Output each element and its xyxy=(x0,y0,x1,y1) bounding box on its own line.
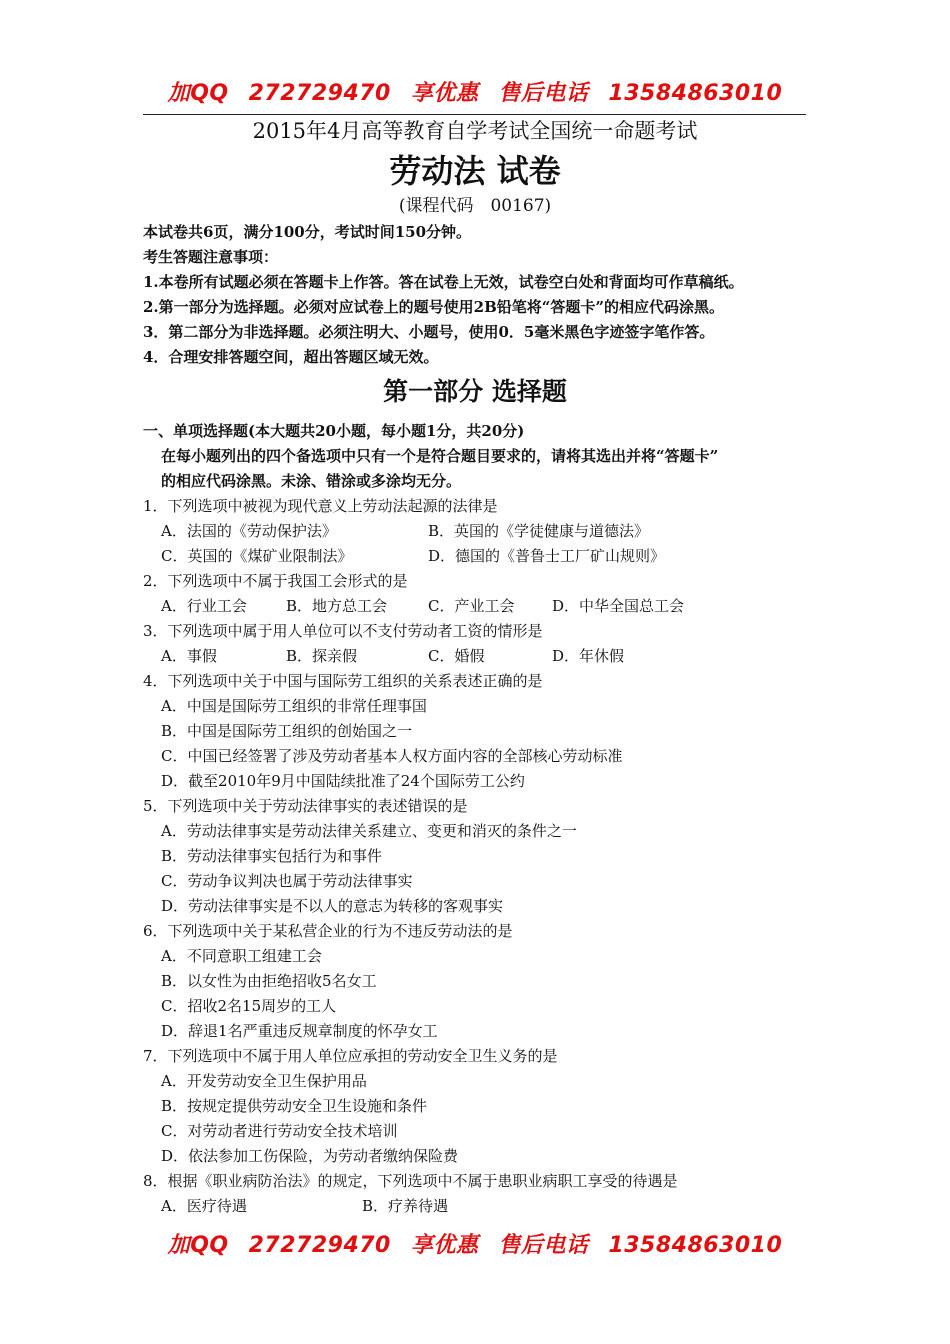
option-a: A．中国是国际劳工组织的非常任理事国 xyxy=(161,697,427,715)
question-stem: 8．根据《职业病防治法》的规定，下列选项中不属于患职业病职工享受的待遇是 xyxy=(143,1172,678,1190)
option-c: C．对劳动者进行劳动安全技术培训 xyxy=(161,1122,398,1140)
option-c: C．产业工会 xyxy=(428,597,515,615)
option-a: A．不同意职工组建工会 xyxy=(161,947,322,965)
option-d: D．德国的《普鲁士工厂矿山规则》 xyxy=(428,547,666,565)
option-b: B．劳动法律事实包括行为和事件 xyxy=(161,847,383,865)
option-d: D．劳动法律事实是不以人的意志为转移的客观事实 xyxy=(161,897,504,915)
question-stem: 4．下列选项中关于中国与国际劳工组织的关系表述正确的是 xyxy=(143,672,543,690)
option-b: B．地方总工会 xyxy=(286,597,388,615)
exam-summary: 本试卷共6页，满分100分，考试时间150分钟。 xyxy=(143,223,472,241)
question-stem: 6．下列选项中关于某私营企业的行为不违反劳动法的是 xyxy=(143,922,513,940)
option-c: C．劳动争议判决也属于劳动法律事实 xyxy=(161,872,413,890)
promo-phone: 13584863010 xyxy=(608,1233,783,1258)
option-b: B．疗养待遇 xyxy=(362,1197,449,1215)
promo-after-sales: 售后电话 xyxy=(498,81,589,106)
option-b: B．探亲假 xyxy=(286,647,358,665)
section-heading: 一、单项选择题(本大题共20小题，每小题1分，共20分) xyxy=(143,422,525,440)
question-stem: 1．下列选项中被视为现代意义上劳动法起源的法律是 xyxy=(143,497,498,515)
question-stem: 3．下列选项中属于用人单位可以不支付劳动者工资的情形是 xyxy=(143,622,543,640)
question-stem: 5．下列选项中关于劳动法律事实的表述错误的是 xyxy=(143,797,468,815)
promo-qq-number: 272729470 xyxy=(248,1233,391,1258)
option-a: A．开发劳动安全卫生保护用品 xyxy=(161,1072,367,1090)
exam-title: 2015年4月高等教育自学考试全国统一命题考试 xyxy=(252,119,698,143)
promo-qq-number: 272729470 xyxy=(248,81,391,106)
option-c: C．招收2名15周岁的工人 xyxy=(161,997,337,1015)
option-c: C．中国已经签署了涉及劳动者基本人权方面内容的全部核心劳动标准 xyxy=(161,747,623,765)
header-divider xyxy=(143,114,806,115)
course-code: (课程代码 00167) xyxy=(398,196,552,216)
option-d: D．中华全国总工会 xyxy=(552,597,685,615)
option-d: D．年休假 xyxy=(552,647,625,665)
option-d: D．依法参加工伤保险，为劳动者缴纳保险费 xyxy=(161,1147,459,1165)
note-item: 1.本卷所有试题必须在答题卡上作答。答在试卷上无效，试卷空白处和背面均可作草稿纸。 xyxy=(143,273,744,291)
question-stem: 7．下列选项中不属于用人单位应承担的劳动安全卫生义务的是 xyxy=(143,1047,558,1065)
option-d: D．辞退1名严重违反规章制度的怀孕女工 xyxy=(161,1022,438,1040)
promo-after-sales: 售后电话 xyxy=(498,1233,589,1258)
promo-banner-bottom xyxy=(0,1228,950,1259)
promo-add-qq: 加QQ xyxy=(167,1233,229,1258)
promo-add-qq: 加QQ xyxy=(167,81,229,106)
option-d: D．截至2010年9月中国陆续批准了24个国际劳工公约 xyxy=(161,772,525,790)
promo-phone: 13584863010 xyxy=(608,81,783,106)
promo-banner-top xyxy=(0,76,950,107)
option-a: A．法国的《劳动保护法》 xyxy=(161,522,337,540)
promo-discount: 享优惠 xyxy=(410,1233,479,1258)
option-b: B．英国的《学徒健康与道德法》 xyxy=(428,522,650,540)
section-instruction: 在每小题列出的四个备选项中只有一个是符合题目要求的，请将其选出并将“答题卡” xyxy=(161,447,719,465)
note-item: 4．合理安排答题空间，超出答题区域无效。 xyxy=(143,348,439,366)
option-a: A．行业工会 xyxy=(161,597,247,615)
option-a: A．劳动法律事实是劳动法律关系建立、变更和消灭的条件之一 xyxy=(161,822,577,840)
option-c: C．婚假 xyxy=(428,647,485,665)
option-c: C．英国的《煤矿业限制法》 xyxy=(161,547,353,565)
note-item: 2.第一部分为选择题。必须对应试卷上的题号使用2B铅笔将“答题卡”的相应代码涂黑。 xyxy=(143,298,725,316)
option-b: B．按规定提供劳动安全卫生设施和条件 xyxy=(161,1097,428,1115)
promo-discount: 享优惠 xyxy=(410,81,479,106)
option-b: B．中国是国际劳工组织的创始国之一 xyxy=(161,722,413,740)
note-item: 3．第二部分为非选择题。必须注明大、小题号，使用0．5毫米黑色字迹签字笔作答。 xyxy=(143,323,715,341)
paper-title: 劳动法 试卷 xyxy=(389,152,561,190)
question-stem: 2．下列选项中不属于我国工会形式的是 xyxy=(143,572,408,590)
notes-heading: 考生答题注意事项： xyxy=(143,248,279,266)
option-b: B．以女性为由拒绝招收5名女工 xyxy=(161,972,377,990)
option-a: A．事假 xyxy=(161,647,217,665)
section-instruction: 的相应代码涂黑。未涂、错涂或多涂均无分。 xyxy=(161,472,462,490)
option-a: A．医疗待遇 xyxy=(161,1197,247,1215)
part-title: 第一部分 选择题 xyxy=(383,377,567,406)
